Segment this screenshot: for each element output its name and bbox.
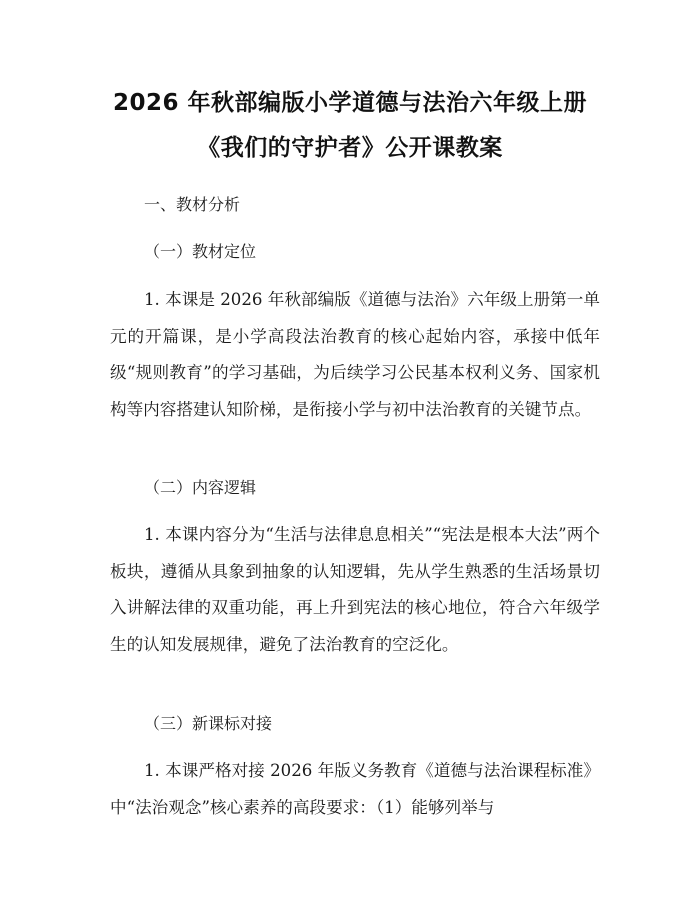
subsection-heading-positioning: （一）教材定位: [144, 242, 257, 261]
document-title-line-2: 《我们的守护者》公开课教案: [197, 135, 503, 161]
subsection-heading-curriculum-standard: （三）新课标对接: [144, 714, 273, 733]
section-heading-textbook-analysis: 一、教材分析: [144, 195, 241, 214]
paragraph-positioning: 1. 本课是 2026 年秋部编版《道德与法治》六年级上册第一单元的开篇课，是小学高段法治教育的核心起始内容，承接中低年级“规则教育”的学习基础，为后续学习公民基本权利义务、国家机构等内容搭建认知阶梯，是衔接小学与初中法治教育的关键节点。: [110, 290, 600, 419]
subsection-heading-content-logic: （二）内容逻辑: [144, 478, 257, 497]
paragraph-curriculum-standard: 1. 本课严格对接 2026 年版义务教育《道德与法治课程标准》中“法治观念”核心素养的高段要求：（1）能够列举与: [110, 761, 600, 817]
document-title-line-1: 2026 年秋部编版小学道德与法治六年级上册: [112, 90, 588, 116]
paragraph-content-logic: 1. 本课内容分为“生活与法律息息相关”“宪法是根本大法”两个板块，遵循从具象到抽象的认知逻辑，先从学生熟悉的生活场景切入讲解法律的双重功能，再上升到宪法的核心地位，符合六年级学生的认知发展规律，避免了法治教育的空泛化。: [110, 525, 600, 654]
